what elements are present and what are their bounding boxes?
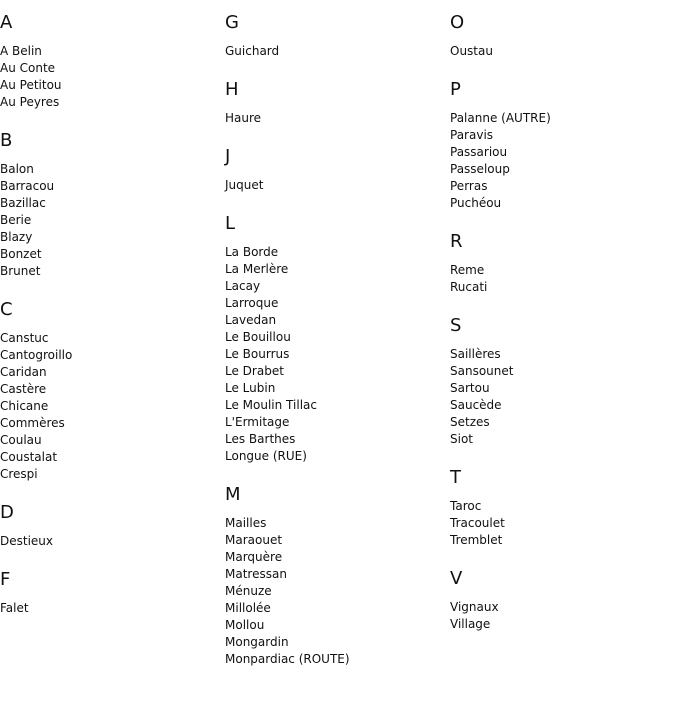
name-link[interactable]: Barracou <box>0 179 55 193</box>
name-link[interactable]: Le Lubin <box>225 381 276 395</box>
letter-group-j <box>225 146 445 194</box>
index-column <box>450 0 670 633</box>
name-list <box>450 43 670 60</box>
letter-heading: R <box>450 231 463 252</box>
name-link[interactable]: Bonzet <box>0 247 42 261</box>
letter-heading: D <box>0 502 14 523</box>
name-link[interactable]: Sartou <box>450 381 490 395</box>
name-link[interactable]: Cantogroillo <box>0 348 73 362</box>
name-link[interactable]: Saucède <box>450 398 502 412</box>
name-link[interactable]: Millolée <box>225 601 271 615</box>
name-link[interactable]: Maraouet <box>225 533 283 547</box>
name-link[interactable]: Canstuc <box>0 331 49 345</box>
letter-heading: M <box>225 484 241 505</box>
name-list <box>225 177 445 194</box>
name-link[interactable]: L'Ermitage <box>225 415 290 429</box>
name-list <box>225 43 445 60</box>
name-link[interactable]: Monpardiac (ROUTE) <box>225 652 350 666</box>
name-link[interactable]: Au Petitou <box>0 78 62 92</box>
index-column <box>0 0 220 617</box>
name-link[interactable]: Marquère <box>225 550 283 564</box>
name-link[interactable]: Au Peyres <box>0 95 60 109</box>
letter-group-h <box>225 79 445 127</box>
letter-heading: T <box>450 467 461 488</box>
letter-group-d <box>0 502 220 550</box>
letter-group-r <box>450 231 670 296</box>
letter-group-v <box>450 568 670 633</box>
name-list <box>225 244 445 465</box>
letter-heading: V <box>450 568 463 589</box>
letter-heading: P <box>450 79 461 100</box>
name-link[interactable]: Le Bouillou <box>225 330 291 344</box>
name-link[interactable]: Tremblet <box>450 533 503 547</box>
name-list <box>0 600 220 617</box>
name-link[interactable]: Guichard <box>225 44 280 58</box>
name-list <box>0 161 220 280</box>
name-link[interactable]: Brunet <box>0 264 41 278</box>
name-link[interactable]: Ménuze <box>225 584 272 598</box>
name-link[interactable]: Taroc <box>450 499 482 513</box>
name-link[interactable]: Passeloup <box>450 162 510 176</box>
name-link[interactable]: La Borde <box>225 245 279 259</box>
name-link[interactable]: Rucati <box>450 280 488 294</box>
letter-group-c <box>0 299 220 483</box>
name-link[interactable]: Mollou <box>225 618 265 632</box>
name-link[interactable]: Lacay <box>225 279 261 293</box>
name-link[interactable]: Crespi <box>0 467 38 481</box>
letter-group-m <box>225 484 445 668</box>
name-link[interactable]: Longue (RUE) <box>225 449 307 463</box>
name-link[interactable]: Le Moulin Tillac <box>225 398 317 412</box>
name-link[interactable]: Au Conte <box>0 61 56 75</box>
letter-group-g <box>225 12 445 60</box>
name-link[interactable]: Commères <box>0 416 65 430</box>
name-link[interactable]: Perras <box>450 179 488 193</box>
name-link[interactable]: Tracoulet <box>450 516 505 530</box>
name-link[interactable]: Mongardin <box>225 635 289 649</box>
name-list <box>450 599 670 633</box>
name-list <box>450 262 670 296</box>
name-link[interactable]: La Merlère <box>225 262 289 276</box>
letter-group-l <box>225 213 445 465</box>
name-list <box>0 533 220 550</box>
letter-heading: O <box>450 12 465 33</box>
name-link[interactable]: Saillères <box>450 347 501 361</box>
name-list <box>450 110 670 212</box>
letter-group-o <box>450 12 670 60</box>
index-column <box>225 0 445 668</box>
letter-group-t <box>450 467 670 549</box>
letter-heading: B <box>0 130 13 151</box>
name-list <box>450 346 670 448</box>
name-link[interactable]: Reme <box>450 263 485 277</box>
letter-heading: S <box>450 315 462 336</box>
name-link[interactable]: A Belin <box>0 44 42 58</box>
name-link[interactable]: Falet <box>0 601 29 615</box>
name-link[interactable]: Blazy <box>0 230 33 244</box>
name-link[interactable]: Berie <box>0 213 32 227</box>
letter-heading: G <box>225 12 239 33</box>
name-link[interactable]: Paravis <box>450 128 494 142</box>
name-link[interactable]: Setzes <box>450 415 490 429</box>
name-list <box>0 43 220 111</box>
letter-heading: J <box>225 146 231 167</box>
letter-group-a <box>0 12 220 111</box>
name-link[interactable]: Caridan <box>0 365 47 379</box>
name-link[interactable]: Lavedan <box>225 313 277 327</box>
name-link[interactable]: Castère <box>0 382 47 396</box>
letter-heading: L <box>225 213 236 234</box>
name-list <box>450 498 670 549</box>
letter-group-s <box>450 315 670 448</box>
letter-heading: H <box>225 79 239 100</box>
name-link[interactable]: Matressan <box>225 567 287 581</box>
name-link[interactable]: Bazillac <box>0 196 46 210</box>
name-link[interactable]: Balon <box>0 162 34 176</box>
name-link[interactable]: Coulau <box>0 433 42 447</box>
letter-heading: C <box>0 299 13 320</box>
letter-group-p <box>450 79 670 212</box>
name-list <box>0 330 220 483</box>
name-link[interactable]: Juquet <box>225 178 264 192</box>
letter-group-f <box>0 569 220 617</box>
name-link[interactable]: Le Bourrus <box>225 347 290 361</box>
name-list <box>225 110 445 127</box>
name-link[interactable]: Destieux <box>0 534 54 548</box>
name-link[interactable]: Larroque <box>225 296 279 310</box>
letter-heading: F <box>0 569 11 590</box>
name-list <box>225 515 445 668</box>
name-link[interactable]: Chicane <box>0 399 49 413</box>
letter-heading: A <box>0 12 13 33</box>
name-link[interactable]: Puchéou <box>450 196 502 210</box>
name-link[interactable]: Siot <box>450 432 473 446</box>
name-link[interactable]: Passariou <box>450 145 508 159</box>
name-link[interactable]: Palanne (AUTRE) <box>450 111 551 125</box>
name-link[interactable]: Sansounet <box>450 364 514 378</box>
name-link[interactable]: Coustalat <box>0 450 58 464</box>
name-link[interactable]: Oustau <box>450 44 493 58</box>
name-link[interactable]: Village <box>450 617 491 631</box>
name-link[interactable]: Mailles <box>225 516 267 530</box>
name-link[interactable]: Vignaux <box>450 600 499 614</box>
name-link[interactable]: Le Drabet <box>225 364 284 378</box>
name-link[interactable]: Haure <box>225 111 262 125</box>
letter-group-b <box>0 130 220 280</box>
name-link[interactable]: Les Barthes <box>225 432 296 446</box>
